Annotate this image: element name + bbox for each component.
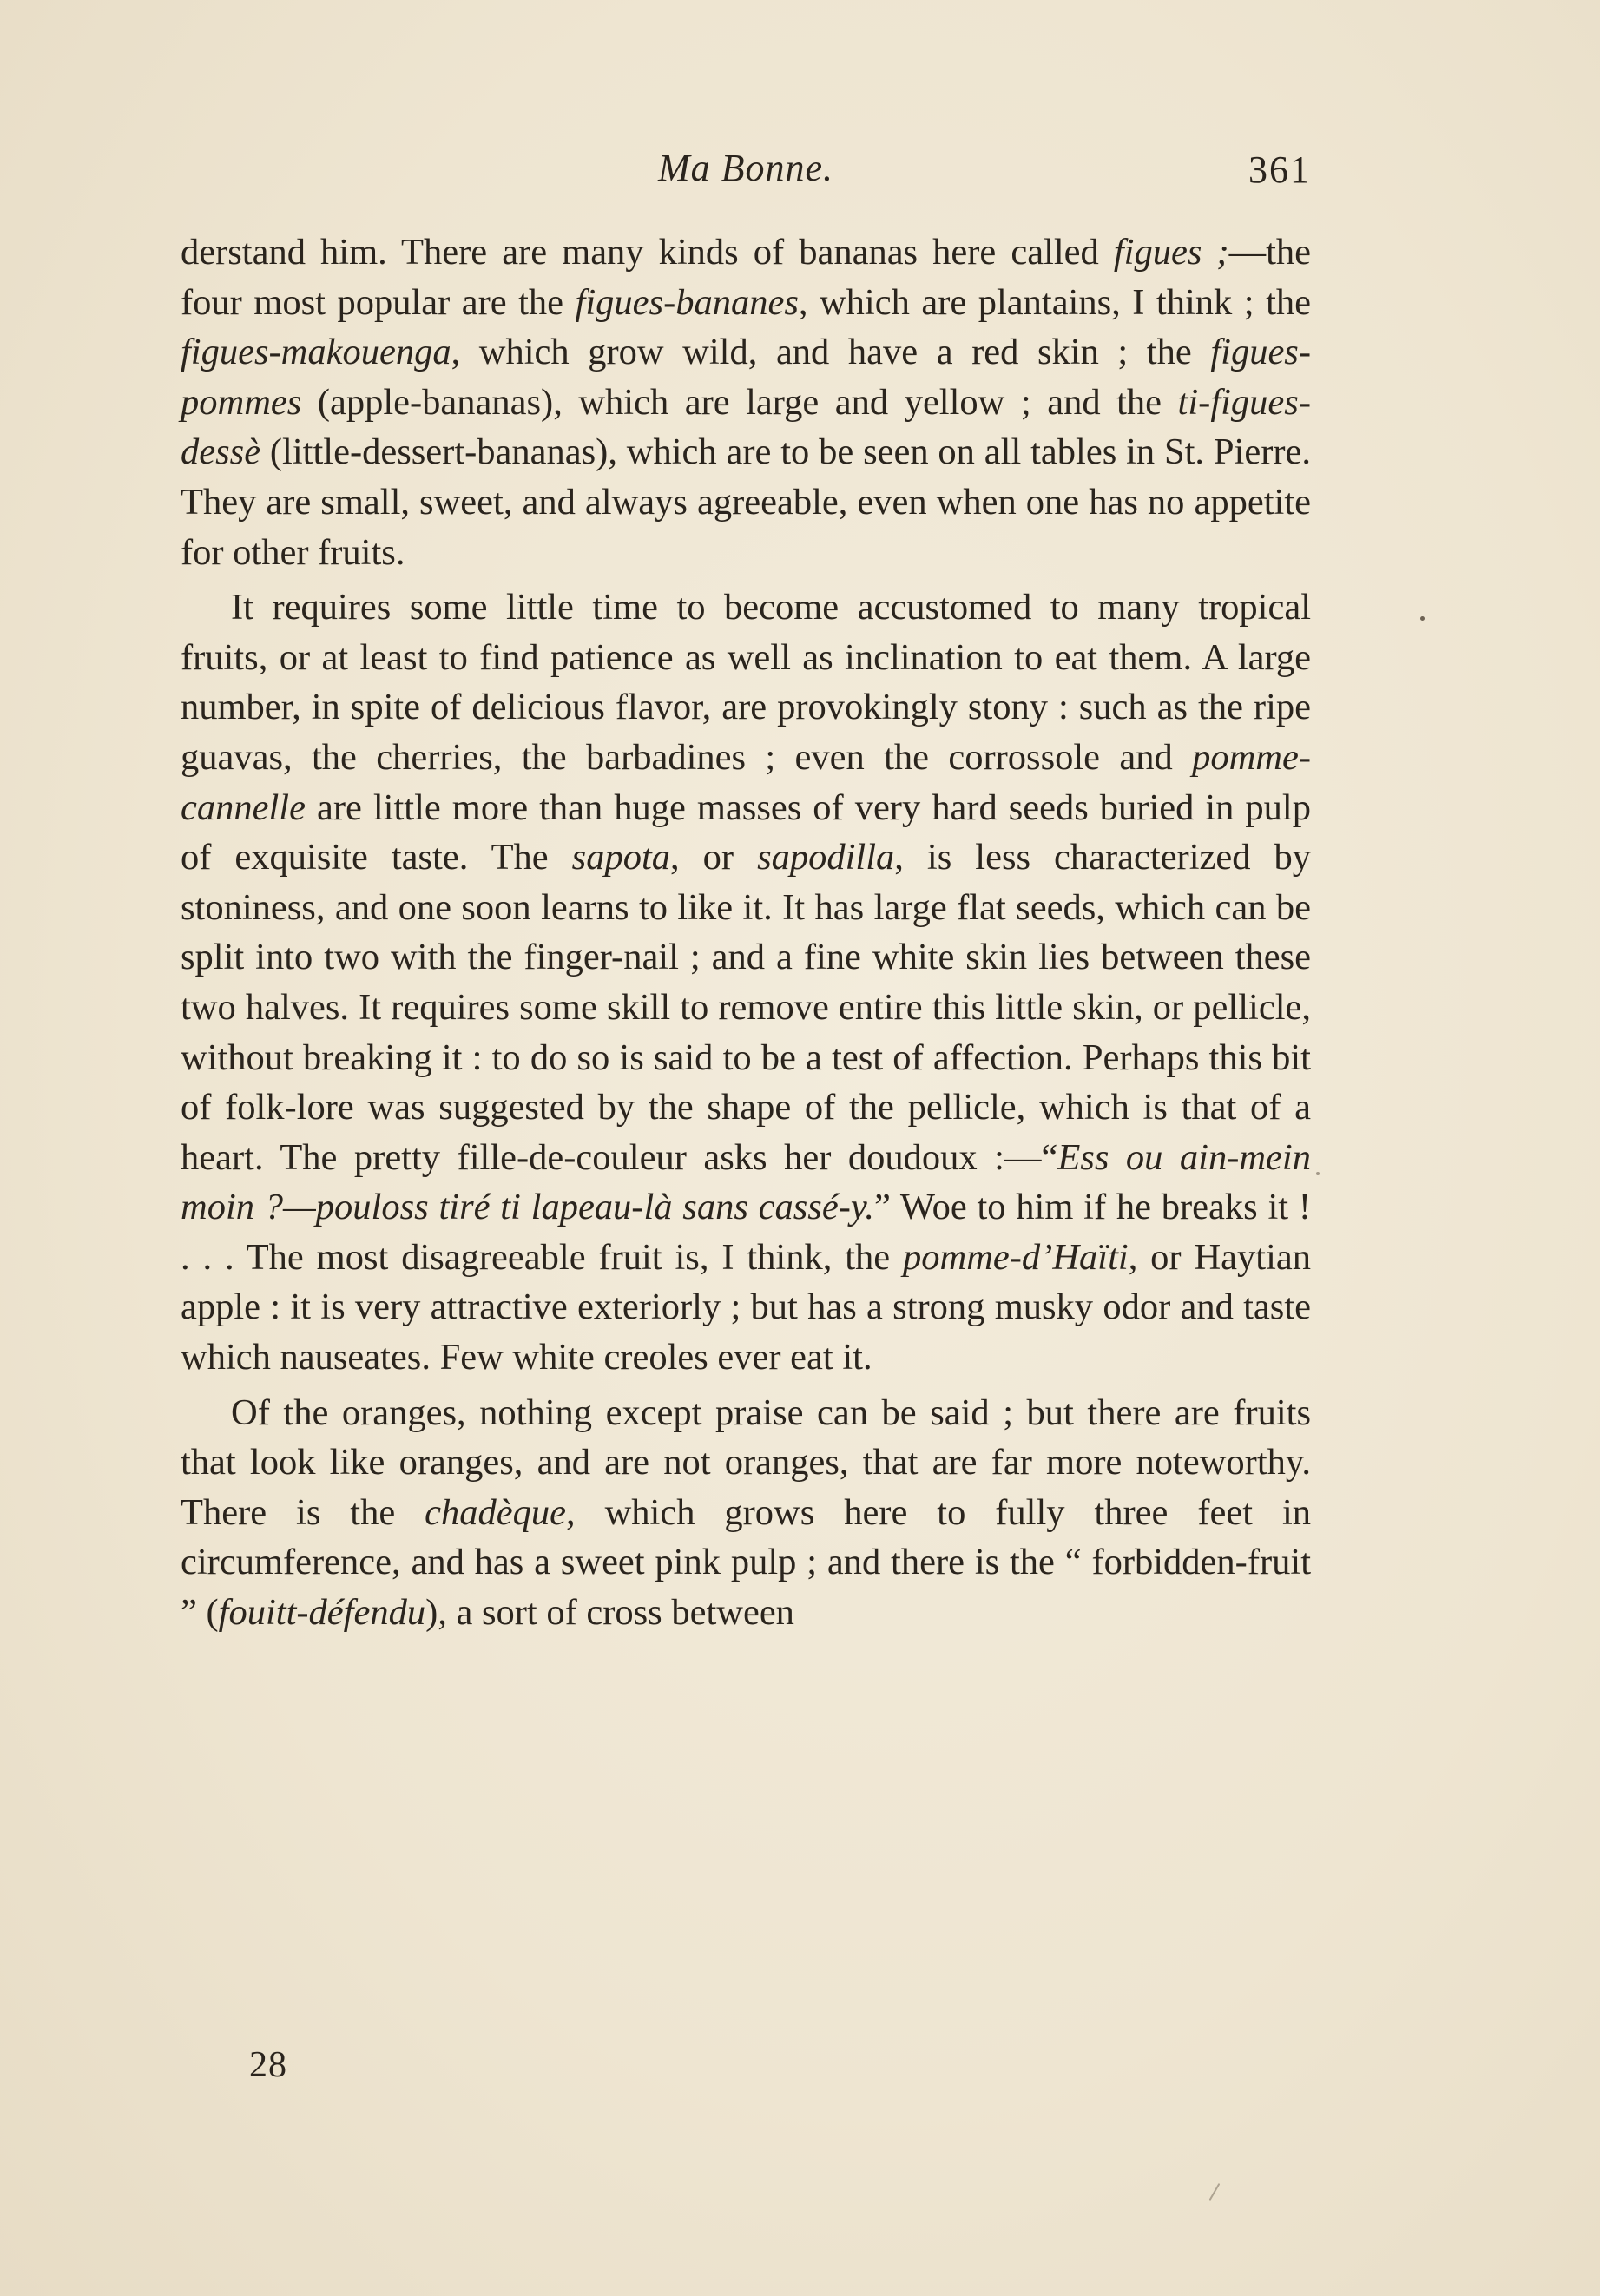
running-head — [181, 146, 1311, 194]
italic-term: sapodilla — [757, 837, 895, 878]
text-run: , is less characterized by stoniness, and one soon learns to like it. It has large flat seeds, which can be split into two with the finger-nail ; and a fine white skin lies between these two halves. It requires some skill to remove entire this little skin, or pellicle, without breaking it : to do so is said to be a test of affection. Perhaps this bit of folk-lore was suggested by the shape of the pellicle, which is that of a heart. The pretty fille-de-couleur asks her doudoux :—“ — [181, 837, 1311, 1178]
italic-term: figues-bananes — [575, 281, 799, 323]
italic-term: chadèque — [425, 1491, 567, 1533]
text-run: ” Woe to him if he breaks it ! . . . The most disagreeable fruit is, I think, the — [181, 1187, 1312, 1278]
italic-term: figues ; — [1113, 232, 1229, 273]
text-run: It requires some little time to become accustomed to many tropical fruits, or at least to find patience as well as inclination to eat them. A large number, in spite of delicious flavor, are provokingly stony : such as the ripe guavas, the cherries, the barbadines ; even the corrossole and — [181, 587, 1311, 778]
running-title: Ma Bonne. — [657, 147, 834, 189]
paper-speck — [1316, 1172, 1320, 1175]
text-run: (apple-bananas), which are large and yellow ; and the — [301, 381, 1178, 423]
paragraph — [181, 227, 1311, 577]
paragraph — [181, 582, 1311, 1383]
text-run: ), a sort of cross between — [425, 1592, 794, 1634]
body-text — [181, 227, 1311, 1638]
text-run: are little more than huge masses of very hard seeds buried in pulp of exquisite taste. The — [181, 786, 1311, 878]
italic-term: pomme-cannelle — [181, 736, 1311, 828]
italic-term: figues-makouenga — [181, 332, 451, 373]
italic-term: figues-pommes — [181, 332, 1311, 423]
text-run: (little-dessert-bananas), which are to be seen on all tables in St. Pierre. They are small, sweet, and always agreeable, even when one has no appetite for other fruits. — [181, 431, 1311, 573]
text-run: —the four most popular are the — [181, 232, 1312, 323]
paper-speck — [1209, 2183, 1221, 2201]
paragraph — [181, 1388, 1311, 1638]
text-run: , or Haytian apple : it is very attractive exteriorly ; but has a strong musky odor and taste which nauseates. Few white creoles ever eat it. — [181, 1236, 1311, 1378]
italic-term: pomme-d’Haïti — [903, 1236, 1129, 1278]
italic-term: Ess ou ain-mein moin ?—pouloss tiré ti lapeau-là sans cassé-y. — [181, 1136, 1311, 1228]
text-run: , which are plantains, I think ; the — [798, 281, 1311, 323]
text-run: , or — [670, 837, 758, 878]
text-run: derstand him. There are many kinds of bananas here called — [181, 232, 1114, 273]
italic-term: ti-figues-dessè — [181, 381, 1311, 473]
signature-mark: 28 — [249, 2045, 287, 2085]
italic-term: fouitt-défendu — [218, 1592, 426, 1634]
page-number: 361 — [1248, 148, 1311, 191]
text-run: , which grows here to fully three feet in circumference, and has a sweet pink pulp ; and there is the “ forbidden-fruit ” ( — [181, 1491, 1312, 1634]
paper-speck — [1420, 616, 1425, 621]
italic-term: sapota — [571, 837, 671, 878]
text-run: , which grow wild, and have a red skin ; the — [451, 332, 1211, 373]
text-run: Of the oranges, nothing except praise can be said ; but there are fruits that look like oranges, and are not oranges, that are far more noteworthy. There is the — [181, 1391, 1311, 1533]
